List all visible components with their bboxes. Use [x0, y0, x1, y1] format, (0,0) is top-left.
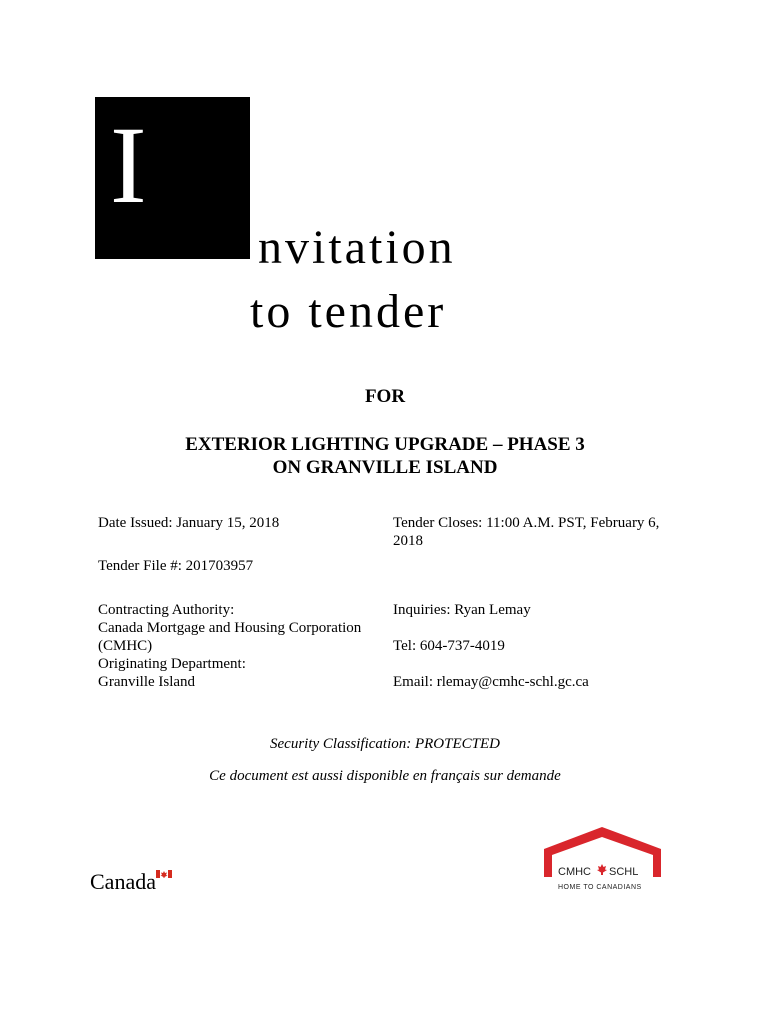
contracting-authority-line: Originating Department:	[98, 656, 246, 672]
security-classification: Security Classification: PROTECTED	[270, 736, 500, 752]
contracting-authority-line: Canada Mortgage and Housing Corporation	[98, 620, 362, 636]
canada-wordmark-logo	[90, 868, 180, 894]
tender-closes-line-2: 2018	[393, 533, 423, 549]
project-title-line-1: EXTERIOR LIGHTING UPGRADE – PHASE 3	[185, 434, 585, 455]
french-availability-note: Ce document est aussi disponible en français sur demande	[209, 768, 561, 784]
schl-text: SCHL	[609, 866, 639, 878]
project-title-line-2: ON GRANVILLE ISLAND	[272, 457, 498, 478]
maple-leaf-icon	[597, 864, 607, 875]
cmhc-schl-logo	[540, 825, 665, 895]
canada-wordmark-text: Canada	[90, 869, 156, 894]
tender-closes-line-1: Tender Closes: 11:00 A.M. PST, February 6,	[393, 515, 660, 531]
title-initial-letter: I	[110, 104, 147, 226]
contracting-authority-block	[98, 601, 361, 691]
email: Email: rlemay@cmhc-schl.gc.ca	[393, 674, 589, 690]
inquiries: Inquiries: Ryan Lemay	[393, 602, 531, 618]
contracting-authority-line: Granville Island	[98, 674, 196, 690]
date-issued: Date Issued: January 15, 2018	[98, 515, 280, 531]
telephone: Tel: 604-737-4019	[393, 638, 505, 654]
tender-file-number: Tender File #: 201703957	[98, 558, 254, 574]
contracting-authority-line: Contracting Authority:	[98, 602, 235, 618]
cmhc-text: CMHC	[558, 866, 591, 878]
title-line-2: to tender	[250, 285, 447, 338]
canada-flag-icon	[156, 870, 172, 878]
contracting-authority-line: (CMHC)	[98, 638, 153, 654]
for-label: FOR	[364, 386, 406, 407]
cmhc-tagline: HOME TO CANADIANS	[558, 884, 642, 891]
title-line-1: nvitation	[258, 221, 456, 274]
